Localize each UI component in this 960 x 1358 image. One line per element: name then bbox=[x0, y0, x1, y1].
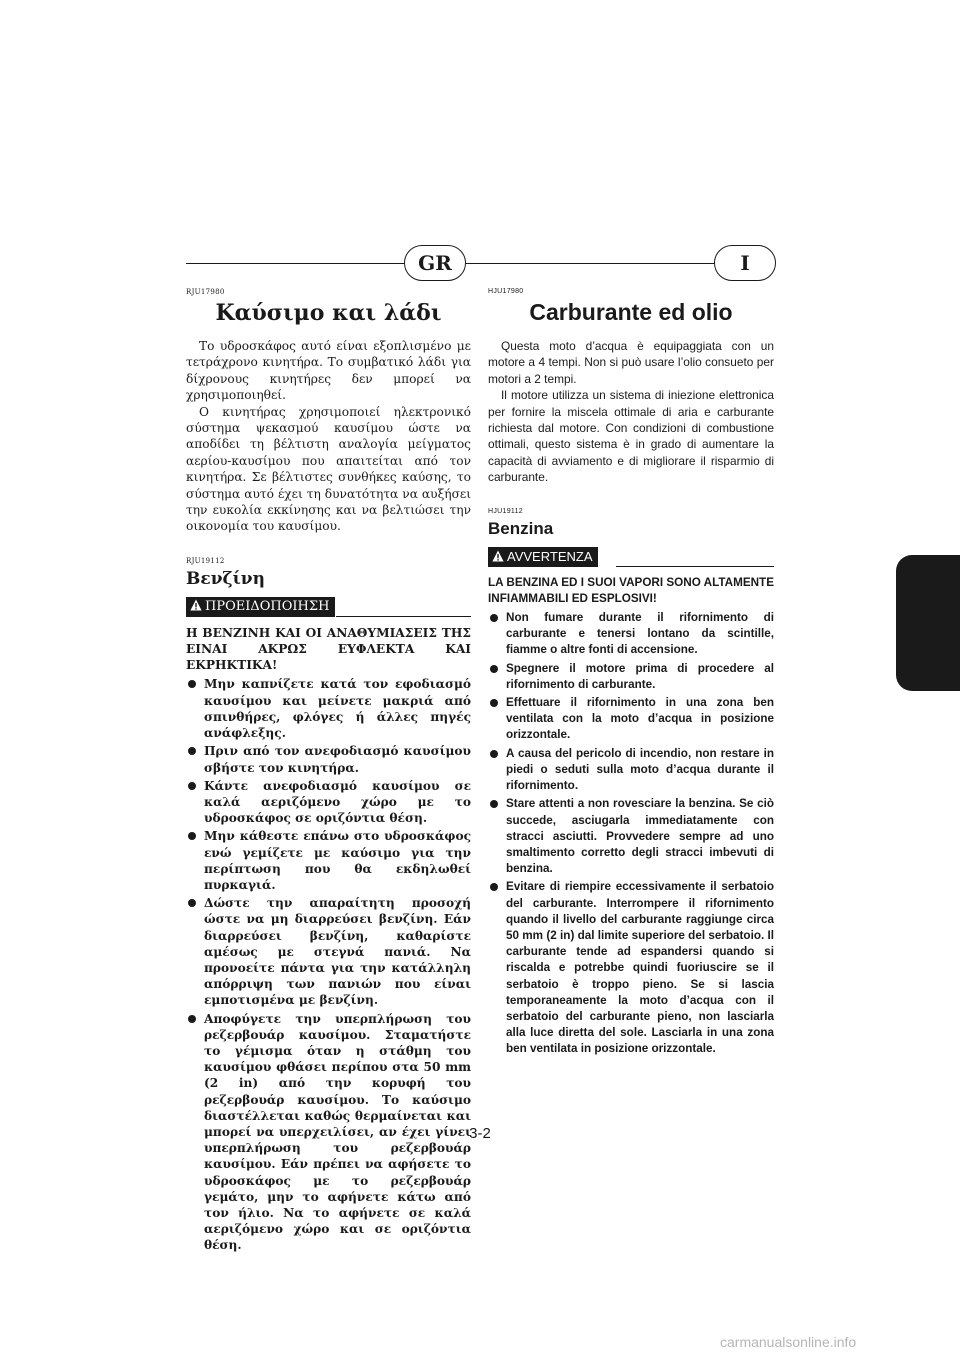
bullet-dot-icon bbox=[188, 680, 196, 688]
paragraph: Το υδροσκάφος αυτό είναι εξοπλισμένο με τετράχρονο κινητήρα. Το συμβατικό λάδι για δίχρονους κινητήρες δεν μπορεί να χρησιμοποιηθεί. bbox=[186, 339, 471, 403]
section-code: HJU19112 bbox=[488, 507, 523, 515]
section-code: RJU19112 bbox=[186, 556, 225, 565]
header-rule bbox=[186, 263, 774, 264]
warning-list bbox=[488, 610, 774, 1057]
bullet-dot-icon bbox=[188, 782, 196, 790]
list-item: Μην κάθεστε επάνω στο υδροσκάφος ενώ γεμίζετε με καύσιμο για την περίπτωση που θα εκδηλωθεί πυρκαγιά. bbox=[186, 828, 471, 893]
bullet-dot-icon bbox=[188, 832, 196, 840]
section-title: Carburante ed olio bbox=[529, 299, 733, 325]
bullet-dot-icon bbox=[188, 747, 196, 755]
warning-lead: LA BENZINA ED I SUOI VAPORI SONO ALTAMENTE INFIAMMABILI ED ESPLOSIVI! bbox=[488, 575, 774, 605]
warning-badge bbox=[488, 547, 598, 567]
language-badge-italian: I bbox=[714, 245, 776, 281]
bullet-dot-icon bbox=[490, 699, 498, 707]
warning-lead: Η ΒΕΝΖΙΝΗ ΚΑΙ ΟΙ ΑΝΑΘΥΜΙΑΣΕΙΣ ΤΗΣ ΕΙΝΑΙ ΑΚΡΩΣ ΕΥΦΛΕΚΤΑ ΚΑΙ ΕΚΡΗΚΤΙΚΑ! bbox=[186, 625, 471, 673]
warning-label: ΠΡΟΕΙΔΟΠΟΙΗΣΗ bbox=[205, 598, 330, 614]
list-item: A causa del pericolo di incendio, non restare in piedi o seduti sulla moto d’acqua durante il rifornimento. bbox=[488, 746, 774, 795]
list-item: Αποφύγετε την υπερπλήρωση του ρεζερβουάρ καυσίμου. Σταματήστε το γέμισμα όταν η στάθμη του καυσίμου φθάσει περίπου στα 50 mm (2 in) από την κορυφή του ρεζερβουάρ καυσίμου. Το καύσιμο διαστέλλεται καθώς θερμαίνεται και μπορεί να υπερχειλίσει, αν έχει γίνει υπερπλήρωση του ρεζερβουάρ καυσίμου. Εάν πρέπει να αφήσετε το υδροσκάφος με το ρεζερβουάρ γεμάτο, μην το αφήνετε κάτω από τον ήλιο. Να το αφήνετε σε καλά αεριζόμενο χώρο και σε οριζόντια θέση. bbox=[186, 1011, 471, 1254]
greek-column bbox=[186, 288, 471, 1256]
warning-rule bbox=[616, 566, 774, 567]
list-item: Non fumare durante il rifornimento di carburante e tenersi lontano da scintille, fiamme o altre fonti di accensione. bbox=[488, 610, 774, 659]
list-item: Δώστε την απαραίτητη προσοχή ώστε να μη διαρρεύσει βενζίνη. Εάν διαρρεύσει βενζίνη, καθαρίστε αμέσως με στεγνά πανιά. Να προνοείτε πάντα για την κατάλληλη απόρριψη των πανιών που είναι εμποτισμένα με βενζίνη. bbox=[186, 895, 471, 1008]
bullet-dot-icon bbox=[188, 899, 196, 907]
section-title: Καύσιμο και λάδι bbox=[215, 300, 442, 326]
chapter-tab bbox=[896, 555, 960, 691]
bullet-dot-icon bbox=[490, 614, 498, 622]
list-item: Μην καπνίζετε κατά τον εφοδιασμό καυσίμου και μείνετε μακριά από σπινθήρες, φλόγες ή άλλες πηγές ανάφλεξης. bbox=[186, 676, 471, 741]
list-item: Effettuare il rifornimento in una zona ben ventilata con la moto d’acqua in posizione orizzontale. bbox=[488, 695, 774, 744]
section-code: RJU17980 bbox=[186, 288, 225, 296]
warning-triangle-icon bbox=[190, 599, 202, 611]
paragraph: Il motore utilizza un sistema di iniezione elettronica per fornire la miscela ottimale di aria e carburante richiesta dal motore. Con condizioni di combustione ottimali, questo sistema è in grado di aumentare la capacità di avviamento e di migliorare il risparmio di carburante. bbox=[488, 388, 774, 485]
paragraph: Questa moto d’acqua è equipaggiata con un motore a 4 tempi. Non si può usare l’olio consueto per motori a 2 tempi. bbox=[488, 339, 774, 386]
warning-badge bbox=[186, 597, 335, 617]
paragraph: Ο κινητήρας χρησιμοποιεί ηλεκτρονικό σύστημα ψεκασμού καυσίμου ώστε να αποδίδει τη βέλτιστη αναλογία μείγματος αερίου-καυσίμου που απαιτείται από τον κινητήρα. Σε βέλτιστες συνθήκες καύσης, το σύστημα αυτό έχει τη δυνατότητα να αυξήσει την ευκολία εκκίνησης και να βελτιώσει την οικονομία του καυσίμου. bbox=[186, 404, 471, 534]
warning-rule bbox=[336, 616, 471, 617]
warning-triangle-icon bbox=[492, 550, 504, 562]
italian-column bbox=[488, 288, 774, 1060]
bullet-dot-icon bbox=[490, 750, 498, 758]
warning-label: AVVERTENZA bbox=[507, 548, 593, 564]
bullet-dot-icon bbox=[490, 800, 498, 808]
list-item: Κάντε ανεφοδιασμό καυσίμου σε καλά αεριζόμενο χώρο με το υδροσκάφος σε οριζόντια θέση. bbox=[186, 778, 471, 827]
list-item: Stare attenti a non rovesciare la benzina. Se ciò succede, asciugarla immediatamente con stracci asciutti. Provvedere sempre ad uno smaltimento corretto degli stracci imbevuti di benzina. bbox=[488, 796, 774, 877]
list-item: Evitare di riempire eccessivamente il serbatoio del carburante. Interrompere il rifornimento quando il livello del carburante raggiunge circa 50 mm (2 in) dal limite superiore del serbatoio. Il carburante tende ad espandersi quando si riscalda e potrebbe quindi fuoriuscire se il serbatoio è troppo pieno. Se si lascia temporaneamente la moto d’acqua con il serbatoio del carburante pieno, non lasciarla alla luce diretta del sole. Lasciarla in una zona ben ventilata in posizione orizzontale. bbox=[488, 879, 774, 1057]
section-code: HJU17980 bbox=[488, 288, 524, 295]
page-number: 3-2 bbox=[469, 1125, 491, 1142]
subsection-title: Βενζίνη bbox=[186, 568, 265, 589]
warning-list bbox=[186, 676, 471, 1253]
footer-watermark: carmanualsonline.info bbox=[720, 1334, 857, 1350]
subsection-title: Benzina bbox=[488, 518, 554, 538]
page-header bbox=[186, 245, 774, 281]
warning-header bbox=[488, 547, 774, 569]
language-badge-greek: GR bbox=[404, 245, 466, 281]
list-item: Πριν από τον ανεφοδιασμό καυσίμου σβήστε τον κινητήρα. bbox=[186, 743, 471, 775]
bullet-dot-icon bbox=[490, 883, 498, 891]
bullet-dot-icon bbox=[188, 1015, 196, 1023]
list-item: Spegnere il motore prima di procedere al rifornimento di carburante. bbox=[488, 661, 774, 693]
warning-header bbox=[186, 597, 471, 619]
bullet-dot-icon bbox=[490, 665, 498, 673]
